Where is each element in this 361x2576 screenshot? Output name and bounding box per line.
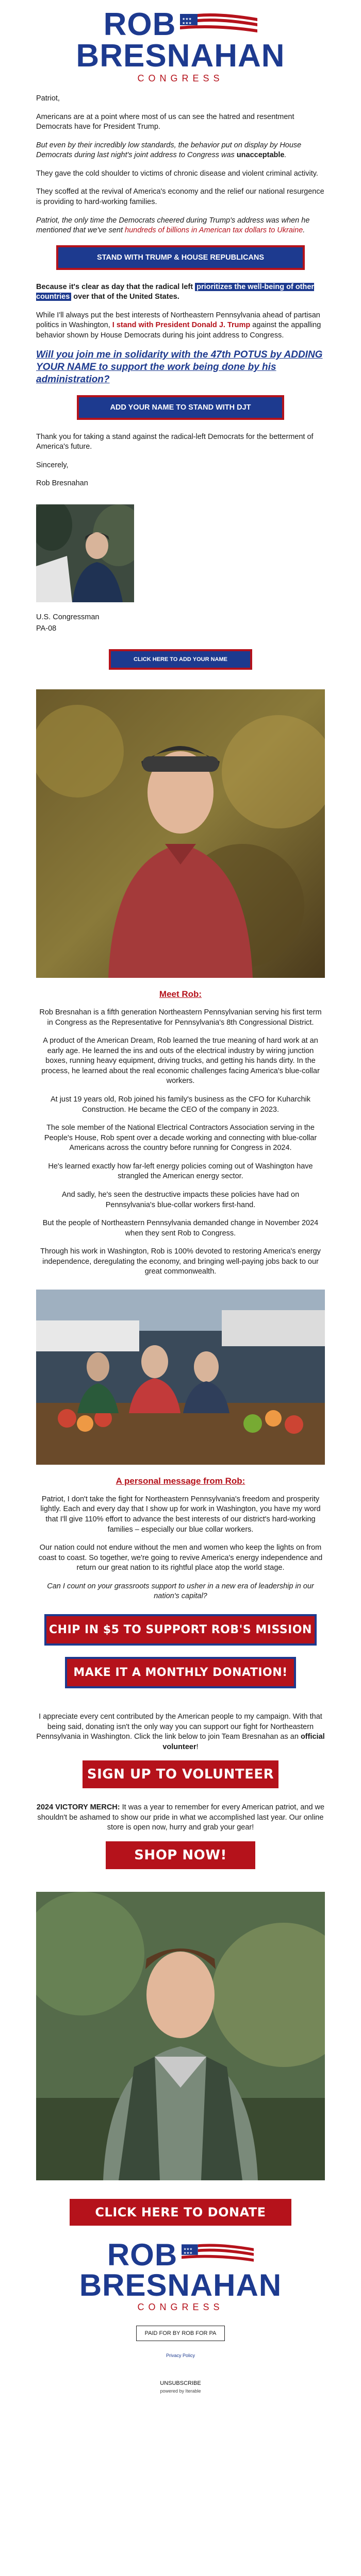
header-logo (0, 0, 361, 86)
logo-congress: CONGRESS (137, 73, 224, 83)
volunteer-button[interactable]: SIGN UP TO VOLUNTEER (83, 1760, 278, 1788)
rob-smiling-photo (36, 1892, 325, 2180)
letter-p7-prefix: While I'll always put the best interests of Northeastern Pennsylvania ahead of partisan politics in Washington, (36, 311, 320, 330)
volunteer-section (36, 1712, 325, 1752)
powered-by-text: powered by Iterable (160, 2388, 201, 2394)
monthly-wrap (0, 1657, 361, 1688)
paid-for-box: PAID FOR BY ROB FOR PA (136, 2326, 225, 2341)
meet-p2: A product of the American Dream, Rob learned the true meaning of hard work at an early age. He learned the ins and outs of the electrical industry by wiring junction boxes, running heavy equipment, driving trucks, and getting his hands dirty. In the process, he learned about the real economic challenges facing America's blue-collar workers. (41, 1037, 320, 1086)
link-wrap (36, 349, 325, 385)
letter-p1: Americans are at a point where most of us can see the hatred and resentment Democrats have for President Trump. (36, 112, 294, 131)
meet-p1: Rob Bresnahan is a fifth generation Northeastern Pennsylvanian serving his first term in Congress as the Representative for Pennsylvania's 8th Congressional District. (39, 1008, 322, 1027)
rob-portrait-photo (36, 689, 325, 978)
footer-logo-row-1 (0, 2237, 361, 2272)
letter-p7 (36, 311, 325, 341)
volunteer-wrap (0, 1760, 361, 1788)
letter-p6 (36, 282, 325, 302)
logo-rob: ROB (103, 7, 176, 42)
meet-rob-heading: Meet Rob: (159, 989, 202, 999)
meet-p7: But the people of Northeastern Pennsylvania demanded change in November 2024 when they sent Rob to Congress. (42, 1219, 319, 1238)
meet-p3: At just 19 years old, Rob joined his family's business as the CFO for Kuharchik Construction. He became the CEO of the company in 2023. (50, 1095, 311, 1114)
add-name-djt-button[interactable]: ADD YOUR NAME TO STAND WITH DJT (77, 395, 284, 420)
chip-in-button[interactable]: CHIP IN $5 TO SUPPORT ROB'S MISSION (44, 1614, 317, 1646)
meet-p4: The sole member of the National Electrical Contractors Association serving in the People's House, Rob spent over a decade working and connecting with blue-collar Americans across the country before running for Congress in 2024. (44, 1124, 317, 1153)
flag-icon (180, 11, 257, 39)
add-your-name-link[interactable]: Will you join me in solidarity with the 47th POTUS by ADDING YOUR NAME to support the work being done by his administration? (36, 349, 323, 385)
letter-p3: They gave the cold shoulder to victims of chronic disease and violent criminal activity. (36, 169, 318, 178)
logo-row-1 (0, 9, 361, 40)
btn-wrap-1 (36, 245, 325, 270)
merch-text (36, 1803, 325, 1833)
message-p2: Our nation could not endure without the men and women who keep the lights on from coast to coast. So together, we're going to revive America's energy independence and return our great nation to its rightful place atop the world stage. (38, 1544, 323, 1572)
letter-body (36, 86, 325, 670)
unsubscribe-link[interactable]: UNSUBSCRIBE (160, 2380, 201, 2386)
footer-logo-rob: ROB (107, 2237, 178, 2272)
meet-p5: He's learned exactly how far-left energy policies coming out of Washington have strangled the American energy sector. (48, 1162, 313, 1181)
chip-in-wrap (0, 1614, 361, 1646)
privacy-wrap (0, 2350, 361, 2360)
letter-p7-suffix: against the appalling behavior shown by House Democrats during his joint address to Congress. (36, 321, 321, 340)
letter-p2 (36, 141, 325, 161)
message-p3: Can I count on your grassroots support to usher in a new era of leadership in our nation's capital? (47, 1582, 314, 1601)
message-p1: Patriot, I don't take the fight for Northeastern Pennsylvania's freedom and prosperity lightly. Each and every day that I show up for work in Washington, you have my word that I'll give 110% effort to advance the best interests of our district's hard-working families – especially our blue collar workers. (40, 1495, 321, 1534)
paid-for-wrap (0, 2326, 361, 2341)
svg-text:★★★: ★★★ (182, 21, 192, 25)
logo-bresnahan: BRESNAHAN (76, 38, 285, 74)
sign-name: Rob Bresnahan (36, 479, 88, 488)
meet-rob-section (36, 989, 325, 1277)
greeting: Patriot, (36, 94, 60, 103)
title-congressman: U.S. Congressman (36, 613, 100, 621)
unsubscribe-wrap (0, 2378, 361, 2394)
farmers-market-photo (36, 1290, 325, 1465)
meet-p6: And sadly, he's seen the destructive impacts these policies have had on Pennsylvania's blue-collar workers first-hand. (61, 1190, 300, 1209)
personal-message-heading: A personal message from Rob: (116, 1476, 245, 1486)
merch-section (36, 1803, 325, 1833)
volunteer-text-suffix: ! (196, 1742, 199, 1751)
svg-text:★★★: ★★★ (183, 2247, 193, 2251)
click-to-donate-button[interactable]: CLICK HERE TO DONATE (70, 2199, 291, 2226)
svg-text:★★★: ★★★ (183, 2251, 193, 2256)
letter-p4: They scoffed at the revival of America's economy and the relief our national resurgence is providing to hard-working families. (36, 188, 324, 206)
letter-p5 (36, 216, 325, 236)
footer-logo (0, 2237, 361, 2312)
click-add-name-button[interactable]: CLICK HERE TO ADD YOUR NAME (109, 649, 252, 670)
letter-p2-bold: unacceptable (236, 151, 285, 160)
merch-body: It was a year to remember for every American patriot, and we shouldn't be ashamed to show our pride in what we accomplished last year. Our online store is open now, hurry and grab your gear! (37, 1803, 325, 1832)
letter-p7-red: I stand with President Donald J. Trump (112, 321, 251, 330)
letter-p8: Thank you for taking a stand against the radical-left Democrats for the betterment of America's future. (36, 432, 314, 451)
message-section (36, 1476, 325, 1602)
footer-logo-bresnahan: BRESNAHAN (79, 2267, 282, 2302)
signature-photo (36, 504, 134, 602)
volunteer-text-prefix: I appreciate every cent contributed by the American people to my campaign. With that being said, donating isn't the only way you can support our fight for Northeastern Pennsylvania in Washington. Click the link below to join Team Bresnahan as an (36, 1712, 322, 1741)
privacy-policy-link[interactable]: Privacy Policy (166, 2352, 195, 2358)
letter-p6-prefix: Because it's clear as day that the radical left (36, 282, 195, 291)
btn-wrap-2 (36, 395, 325, 420)
svg-text:★★★: ★★★ (182, 16, 192, 21)
btn-wrap-3 (36, 649, 325, 670)
stand-with-trump-button[interactable]: STAND WITH TRUMP & HOUSE REPUBLICANS (56, 245, 305, 270)
letter-p6-highlight: prioritizes the well-being of other countries (36, 282, 315, 301)
powered-by (0, 2388, 361, 2394)
sign-sincerely: Sincerely, (36, 461, 69, 469)
letter-p5-suffix: . (303, 226, 305, 235)
title-district: PA-08 (36, 624, 57, 633)
letter-p5-red: hundreds of billions in American tax dollars to Ukraine (125, 226, 303, 235)
shop-wrap (0, 1841, 361, 1869)
footer-logo-congress: CONGRESS (137, 2301, 224, 2312)
merch-bold: 2024 VICTORY MERCH: (36, 1803, 120, 1812)
footer-flag-icon (182, 2241, 254, 2268)
letter-p5-prefix: Patriot, the only time the Democrats cheered during Trump's address was when he mentioned that we've sent (36, 216, 310, 235)
letter-p2-prefix: But even by their incredibly low standards, the behavior put on display by House Democrats during last night's joint address to Congress was (36, 141, 302, 160)
letter-p2-suffix: . (284, 151, 287, 160)
volunteer-text (36, 1712, 325, 1752)
shop-now-button[interactable]: SHOP NOW! (106, 1841, 255, 1869)
meet-p8: Through his work in Washington, Rob is 100% devoted to restoring America's energy independence, deregulating the economy, and bringing well-paying jobs back to our great commonwealth. (40, 1247, 321, 1276)
letter-p6-suffix: over that of the United States. (71, 293, 179, 301)
donate-wrap (0, 2199, 361, 2226)
volunteer-text-bold: official volunteer (162, 1733, 325, 1751)
monthly-donation-button[interactable]: MAKE IT A MONTHLY DONATION! (65, 1657, 296, 1688)
